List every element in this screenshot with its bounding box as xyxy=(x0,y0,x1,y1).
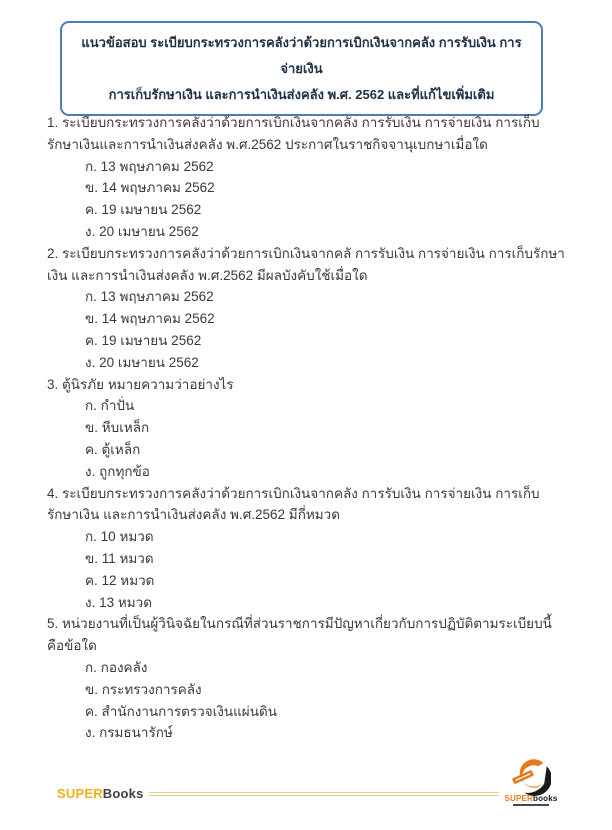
question-options xyxy=(85,156,567,243)
option-d: ง. 13 หมวด xyxy=(85,594,153,610)
option-d: ง. 20 เมษายน 2562 xyxy=(85,354,199,370)
question-2 xyxy=(47,243,567,374)
superbooks-swoosh-icon xyxy=(511,758,551,796)
option-c: ค. 19 เมษายน 2562 xyxy=(85,202,202,218)
logo-tagline-line xyxy=(513,804,549,806)
logo-wordmark xyxy=(504,794,557,803)
question-options xyxy=(85,286,567,373)
footer-divider-line xyxy=(149,792,499,796)
question-list xyxy=(47,112,567,744)
option-b: ข. หีบเหล็ก xyxy=(85,420,150,436)
option-b: ข. 11 หมวด xyxy=(85,550,154,566)
question-options xyxy=(85,395,567,482)
option-a: ก. 13 พฤษภาคม 2562 xyxy=(85,289,214,305)
publisher-logo xyxy=(506,758,556,806)
question-text: 4. ระเบียบกระทรวงการคลังว่าด้วยการเบิกเงินจากคลัง การรับเงิน การจ่ายเงิน การเก็บรักษาเงิน และการนำเงินส่งคลัง พ.ศ.2562 มีกี่หมวด xyxy=(47,485,540,523)
page-title-line-1: แนวข้อสอบ ระเบียบกระทรวงการคลังว่าด้วยการเบิกเงินจากคลัง การรับเงิน การจ่ายเงิน xyxy=(81,35,522,76)
option-c: ค. ตู้เหล็ก xyxy=(85,441,141,457)
brand-super: SUPER xyxy=(57,786,103,802)
option-b: ข. 14 พฤษภาคม 2562 xyxy=(85,180,215,196)
page-title-line-2: การเก็บรักษาเงิน และการนำเงินส่งคลัง พ.ศ. 2562 และที่แก้ไขเพิ่มเติม xyxy=(108,87,495,102)
option-b: ข. กระทรวงการคลัง xyxy=(85,681,202,697)
footer xyxy=(57,770,556,818)
logo-books: books xyxy=(533,794,558,803)
logo-super: SUPER xyxy=(504,794,533,803)
question-3 xyxy=(47,374,567,483)
question-text: 3. ตู้นิรภัย หมายความว่าอย่างไร xyxy=(47,376,234,392)
exam-title-box xyxy=(60,21,543,116)
brand-books: Books xyxy=(102,786,144,802)
option-d: ง. กรมธนารักษ์ xyxy=(85,725,173,741)
option-d: ง. 20 เมษายน 2562 xyxy=(85,223,199,239)
question-text: 2. ระเบียบกระทรวงการคลังว่าด้วยการเบิกเงินจากคลั การรับเงิน การจ่ายเงิน การเก็บรักษาเงิน และการนำเงินส่งคลัง พ.ศ.2562 มีผลบังคับใช้เมื่อใด xyxy=(47,245,565,283)
option-d: ง. ถูกทุกข้อ xyxy=(85,463,150,479)
option-b: ข. 14 พฤษภาคม 2562 xyxy=(85,311,215,327)
option-a: ก. 10 หมวด xyxy=(85,529,154,545)
brand-text xyxy=(57,786,144,801)
question-options xyxy=(85,526,567,613)
question-4 xyxy=(47,483,567,614)
question-text: 5. หน่วยงานที่เป็นผู้วินิจฉัยในกรณีที่ส่วนราชการมีปัญหาเกี่ยวกับการปฏิบัติตามระเบียบนี้ คือข้อใด xyxy=(47,616,552,654)
option-a: ก. กองคลัง xyxy=(85,659,148,675)
question-options xyxy=(85,657,567,744)
question-5 xyxy=(47,613,567,744)
option-c: ค. สำนักงานการตรวจเงินแผ่นดิน xyxy=(85,703,277,719)
question-1 xyxy=(47,112,567,243)
option-a: ก. 13 พฤษภาคม 2562 xyxy=(85,158,214,174)
question-text: 1. ระเบียบกระทรวงการคลังว่าด้วยการเบิกเงินจากคลัง การรับเงิน การจ่ายเงิน การเก็บรักษาเงินและการนำเงินส่งคลัง พ.ศ.2562 ประกาศในราชกิจจานุเบกษาเมื่อใด xyxy=(47,115,540,152)
option-a: ก. กำปั่น xyxy=(85,398,135,414)
option-c: ค. 19 เมษายน 2562 xyxy=(85,332,202,348)
option-c: ค. 12 หมวด xyxy=(85,572,155,588)
